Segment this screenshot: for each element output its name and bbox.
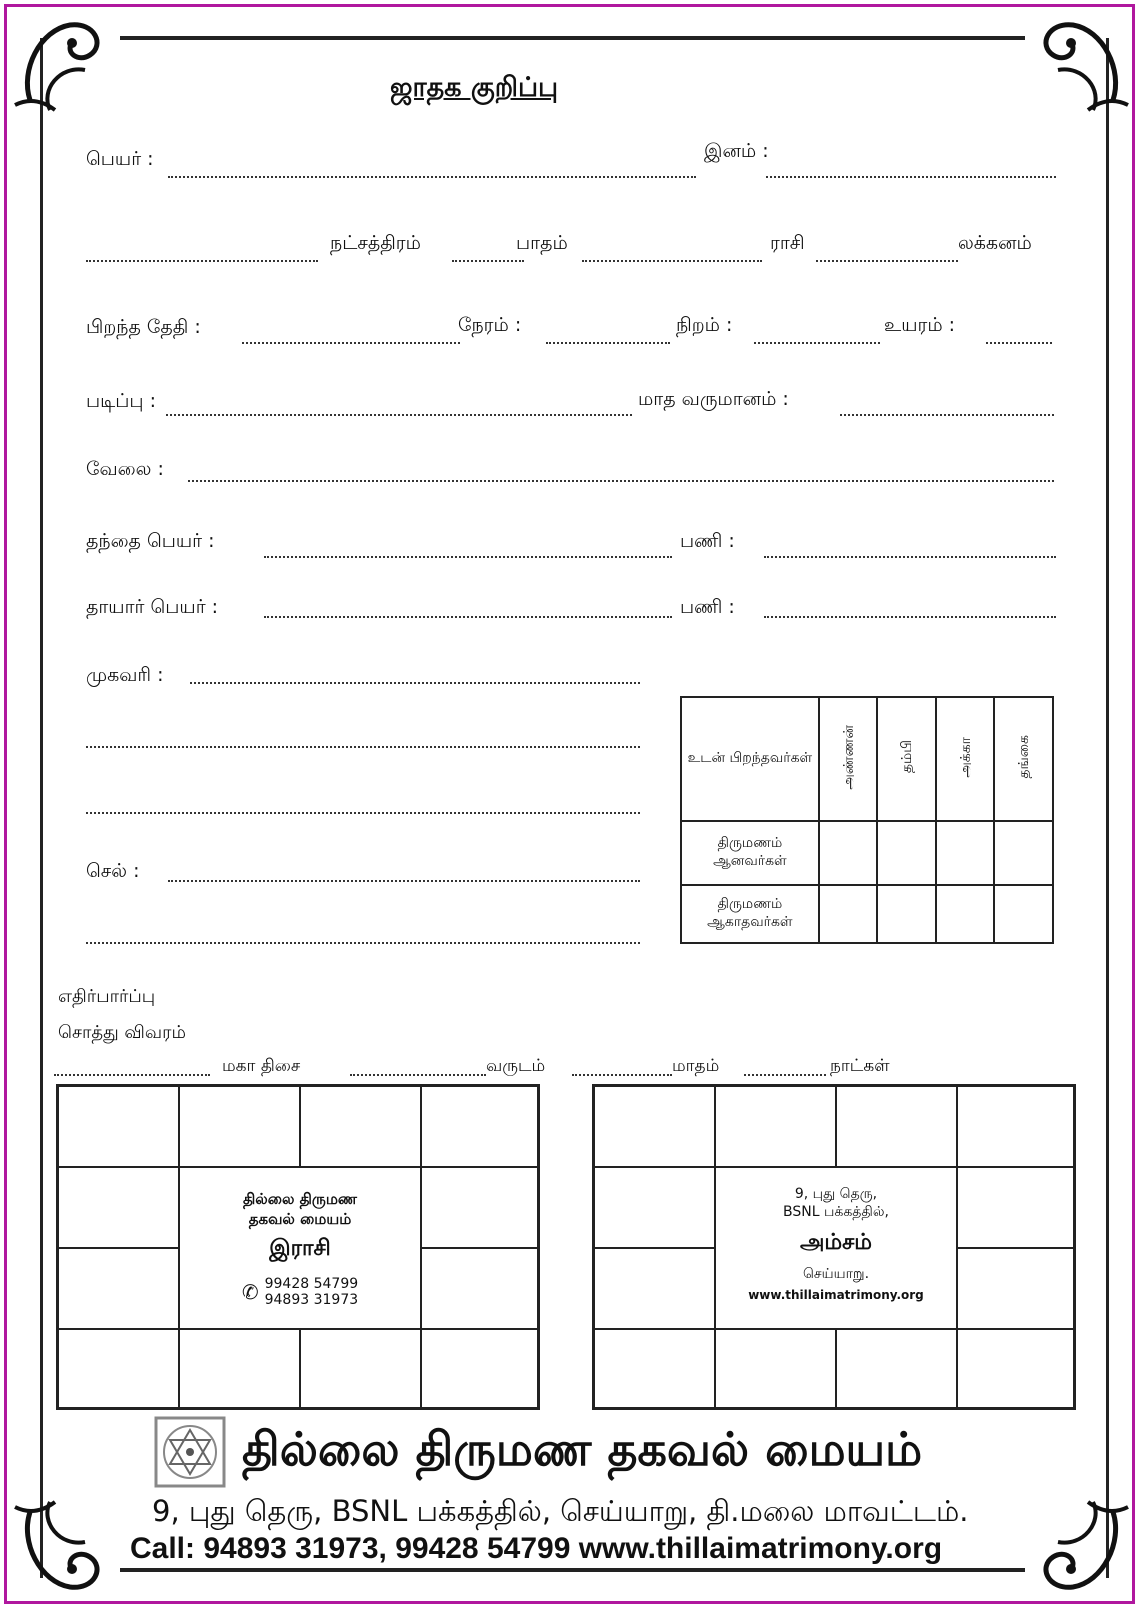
star-field[interactable] xyxy=(86,260,318,262)
days-label: நாட்கள் xyxy=(830,1056,890,1076)
job-field[interactable] xyxy=(188,480,1054,482)
chart-cell[interactable] xyxy=(715,1329,836,1408)
rasi-phone2: 94893 31973 xyxy=(264,1292,359,1308)
chart-cell[interactable] xyxy=(421,1248,538,1329)
chart-cell[interactable] xyxy=(179,1086,300,1167)
sibling-cell[interactable] xyxy=(994,885,1053,943)
lagnam-label: லக்கனம் xyxy=(958,232,1032,254)
amsam-chart-title: அம்சம் xyxy=(799,1230,873,1255)
chart-cell[interactable] xyxy=(715,1086,836,1167)
chart-cell[interactable] xyxy=(957,1329,1074,1408)
sri-yantra-logo-icon xyxy=(154,1416,226,1488)
years-label: வருடம் xyxy=(486,1056,546,1076)
padam-field[interactable] xyxy=(452,260,524,262)
corner-ornament-icon xyxy=(1023,10,1133,120)
maha-dasa-label: மகா திசை xyxy=(222,1056,301,1076)
sibling-col-younger-sister: தங்கை xyxy=(1016,735,1033,779)
amsam-website: www.thillaimatrimony.org xyxy=(748,1288,924,1302)
months-field[interactable] xyxy=(572,1074,672,1076)
chart-cell[interactable] xyxy=(421,1329,538,1408)
chart-cell[interactable] xyxy=(594,1248,715,1329)
time-label: நேரம் : xyxy=(458,314,522,336)
father-label: தந்தை பெயர் : xyxy=(86,530,215,552)
chart-cell[interactable] xyxy=(594,1167,715,1248)
corner-ornament-icon xyxy=(10,1492,120,1602)
address-field-1[interactable] xyxy=(190,682,640,684)
months-label: மாதம் xyxy=(672,1056,720,1076)
father-work-field[interactable] xyxy=(764,556,1056,558)
chart-cell[interactable] xyxy=(58,1086,179,1167)
corner-ornament-icon xyxy=(1023,1492,1133,1602)
chart-cell[interactable] xyxy=(594,1329,715,1408)
rasi-center xyxy=(179,1167,421,1329)
rasi-center-line1: தில்லை திருமண xyxy=(243,1190,357,1208)
complexion-label: நிறம் : xyxy=(676,314,733,336)
expectation-label: எதிர்பார்ப்பு xyxy=(58,986,156,1007)
mother-field[interactable] xyxy=(264,616,672,618)
chart-cell[interactable] xyxy=(58,1167,179,1248)
footer-contact: Call: 94893 31973, 99428 54799 www.thillaimatrimony.org xyxy=(130,1532,943,1565)
bottom-rule xyxy=(120,1568,1025,1572)
caste-label: இனம் : xyxy=(704,140,769,162)
rasi-label: ராசி xyxy=(770,232,805,254)
sibling-cell[interactable] xyxy=(819,821,878,885)
amsam-place: செய்யாறு. xyxy=(802,1266,870,1282)
top-rule xyxy=(120,36,1025,40)
dob-field[interactable] xyxy=(242,342,460,344)
chart-cell[interactable] xyxy=(300,1086,421,1167)
amsam-center-line1: 9, புது தெரு, xyxy=(794,1186,878,1202)
chart-cell[interactable] xyxy=(836,1329,957,1408)
sibling-col-elder-brother: அண்ணன் xyxy=(840,724,857,790)
dob-label: பிறந்த தேதி : xyxy=(86,316,201,338)
education-field[interactable] xyxy=(166,414,632,416)
chart-cell[interactable] xyxy=(179,1329,300,1408)
chart-cell[interactable] xyxy=(957,1167,1074,1248)
chart-cell[interactable] xyxy=(58,1329,179,1408)
chart-cell[interactable] xyxy=(421,1167,538,1248)
job-label: வேலை : xyxy=(86,458,164,480)
sibling-cell[interactable] xyxy=(819,885,878,943)
siblings-header: உடன் பிறந்தவர்கள் xyxy=(681,697,819,821)
footer-title: தில்லை திருமண தகவல் மையம் xyxy=(242,1422,923,1476)
property-label: சொத்து விவரம் xyxy=(58,1022,186,1043)
mother-work-field[interactable] xyxy=(764,616,1056,618)
sibling-cell[interactable] xyxy=(936,821,995,885)
dasa-planet-field[interactable] xyxy=(54,1074,210,1076)
rasi-chart-title: இராசி xyxy=(269,1236,331,1261)
mother-label: தாயார் பெயர் : xyxy=(86,596,219,618)
sibling-row-married: திருமணம் ஆனவர்கள் xyxy=(681,821,819,885)
rasi-center-line2: தகவல் மையம் xyxy=(248,1210,352,1228)
sibling-cell[interactable] xyxy=(877,821,936,885)
address-field-2[interactable] xyxy=(86,746,640,748)
education-label: படிப்பு : xyxy=(86,390,156,412)
height-field[interactable] xyxy=(986,342,1052,344)
address-label: முகவரி : xyxy=(86,664,164,686)
corner-ornament-icon xyxy=(10,10,120,120)
lagnam-field[interactable] xyxy=(816,260,958,262)
complexion-field[interactable] xyxy=(754,342,880,344)
extra-field[interactable] xyxy=(86,942,640,944)
page-title: ஜாதக குறிப்பு xyxy=(390,72,559,103)
sibling-cell[interactable] xyxy=(994,821,1053,885)
sibling-col-elder-sister: அக்கா xyxy=(957,736,974,778)
amsam-chart xyxy=(592,1084,1076,1410)
time-field[interactable] xyxy=(546,342,670,344)
chart-cell[interactable] xyxy=(300,1329,421,1408)
sibling-row-unmarried: திருமணம் ஆகாதவர்கள் xyxy=(681,885,819,943)
star-label: நட்சத்திரம் xyxy=(330,232,421,254)
address-field-3[interactable] xyxy=(86,812,640,814)
cell-label: செல் : xyxy=(86,860,140,882)
sibling-cell[interactable] xyxy=(877,885,936,943)
rasi-chart xyxy=(56,1084,540,1410)
father-field[interactable] xyxy=(264,556,672,558)
sibling-cell[interactable] xyxy=(936,885,995,943)
chart-cell[interactable] xyxy=(836,1086,957,1167)
chart-cell[interactable] xyxy=(957,1248,1074,1329)
caste-field[interactable] xyxy=(766,176,1056,178)
rasi-field[interactable] xyxy=(582,260,762,262)
chart-cell[interactable] xyxy=(957,1086,1074,1167)
father-work-label: பணி : xyxy=(680,530,735,552)
mother-work-label: பணி : xyxy=(680,596,735,618)
years-field[interactable] xyxy=(350,1074,486,1076)
sibling-col-younger-brother: தம்பி xyxy=(899,740,916,774)
rasi-phone1: 99428 54799 xyxy=(264,1276,359,1292)
income-field[interactable] xyxy=(840,414,1054,416)
income-label: மாத வருமானம் : xyxy=(638,388,789,410)
days-field[interactable] xyxy=(744,1074,826,1076)
chart-cell[interactable] xyxy=(594,1086,715,1167)
footer-address: 9, புது தெரு, BSNL பக்கத்தில், செய்யாறு, தி.மலை மாவட்டம். xyxy=(152,1494,969,1528)
height-label: உயரம் : xyxy=(884,314,956,336)
amsam-center-line2: BSNL பக்கத்தில், xyxy=(783,1204,889,1220)
amsam-center xyxy=(715,1167,957,1329)
chart-cell[interactable] xyxy=(421,1086,538,1167)
phone-icon: ✆ xyxy=(241,1280,259,1304)
name-field[interactable] xyxy=(168,176,696,178)
siblings-table xyxy=(680,696,1054,944)
chart-cell[interactable] xyxy=(58,1248,179,1329)
name-label: பெயர் : xyxy=(86,148,154,170)
cell-field[interactable] xyxy=(168,880,640,882)
padam-label: பாதம் xyxy=(516,232,568,254)
